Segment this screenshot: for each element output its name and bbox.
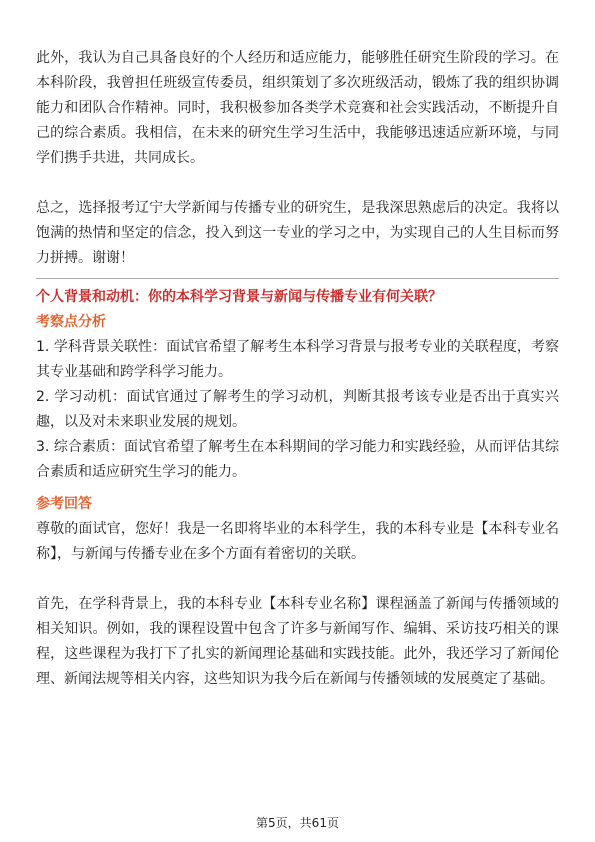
analysis-point: 2. 学习动机：面试官通过了解考生的学习动机，判断其报考该专业是否出于真实兴趣，以及对未来职业发展的规划。 bbox=[36, 389, 559, 430]
paragraph-gap bbox=[36, 567, 559, 592]
intro-paragraph: 此外，我认为自己具备良好的个人经历和适应能力，能够胜任研究生阶段的学习。在本科阶段，我曾担任班级宣传委员，组织策划了多次班级活动，锻炼了我的组织协调能力和团队合作精神。同时，我积极参加各类学术竞赛和社会实践活动，不断提升自己的综合素质。我相信，在未来的研究生学习生活中，我能够迅速适应新环境，与同学们携手共进，共同成长。 bbox=[36, 50, 559, 166]
document-page bbox=[36, 46, 559, 692]
answer-heading: 参考回答 bbox=[36, 496, 92, 512]
analysis-point: 3. 综合素质：面试官希望了解考生在本科期间的学习能力和实践经验，从而评估其综合素质和适应研究生学习的能力。 bbox=[36, 439, 559, 480]
question-title: 个人背景和动机：你的本科学习背景与新闻与传播专业有何关联？ bbox=[36, 289, 442, 305]
answer-paragraph: 首先，在学科背景上，我的本科专业【本科专业名称】课程涵盖了新闻与传播领域的相关知识。例如，我的课程设置中包含了许多与新闻写作、编辑、采访技巧相关的课程，这些课程为我打下了扎实的新闻理论基础和实践技能。此外，我还学习了新闻伦理、新闻法规等相关内容，这些知识为我今后在新闻与传播领域的发展奠定了基础。 bbox=[36, 596, 559, 687]
analysis-point: 1. 学科背景关联性：面试官希望了解考生本科学习背景与报考专业的关联程度，考察其专业基础和跨学科学习能力。 bbox=[36, 339, 559, 380]
section-divider bbox=[36, 278, 559, 279]
intro-paragraph: 总之，选择报考辽宁大学新闻与传播专业的研究生，是我深思熟虑后的决定。我将以饱满的热情和坚定的信念，投入到这一专业的学习之中，为实现自己的人生目标而努力拼搏。谢谢！ bbox=[36, 200, 559, 266]
paragraph-gap bbox=[36, 171, 559, 196]
answer-paragraph: 尊敬的面试官，您好！我是一名即将毕业的本科学生，我的本科专业是【本科专业名称】，与新闻与传播专业在多个方面有着密切的关联。 bbox=[36, 521, 559, 562]
analysis-heading: 考察点分析 bbox=[36, 314, 106, 330]
page-footer: 第5页，共61页 bbox=[256, 816, 339, 830]
